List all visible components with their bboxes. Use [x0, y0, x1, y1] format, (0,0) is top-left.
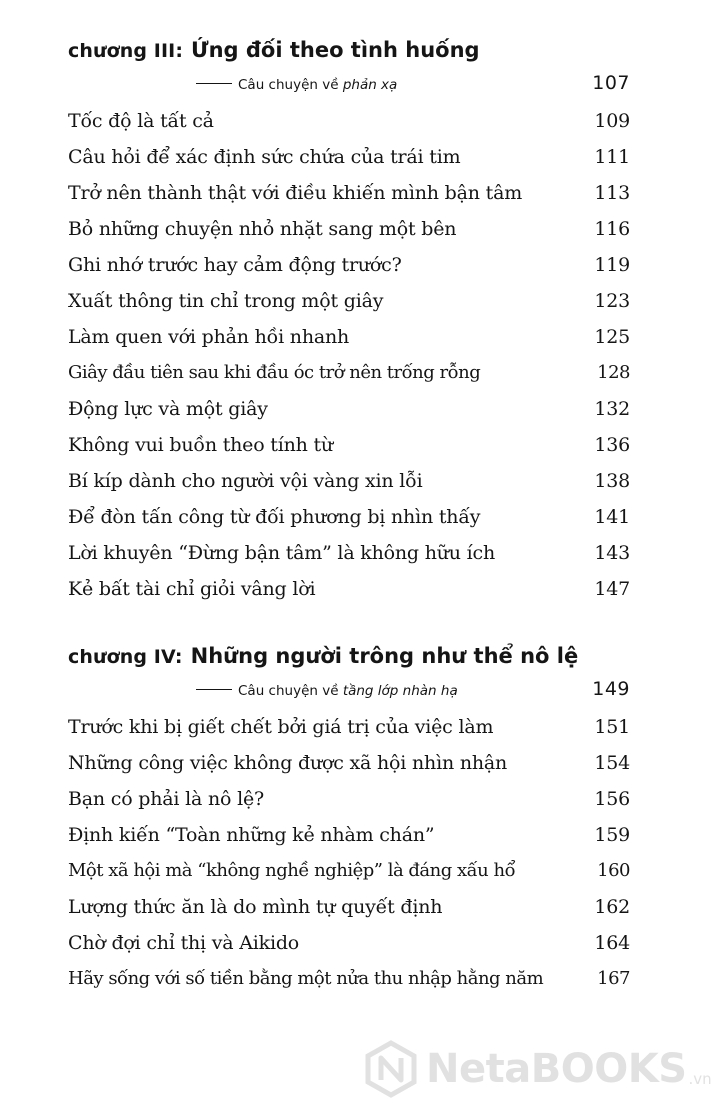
toc-entry[interactable] [68, 506, 630, 542]
toc-entry[interactable] [68, 110, 630, 146]
chapter-title: Những người trông như thể nô lệ [190, 644, 579, 668]
toc-entry-title: Không vui buồn theo tính từ [68, 434, 333, 456]
toc-entry-title: Ghi nhớ trước hay cảm động trước? [68, 254, 402, 276]
chapter-subtitle-row [68, 678, 630, 704]
toc-entry-page: 136 [594, 434, 630, 456]
toc-entry-title: Câu hỏi để xác định sức chứa của trái tim [68, 146, 461, 168]
chapter-label: chương III: [68, 40, 184, 62]
toc-entry-title: Lời khuyên “Đừng bận tâm” là không hữu ích [68, 542, 496, 564]
toc-entry[interactable] [68, 860, 630, 896]
netabooks-watermark [362, 1040, 712, 1098]
toc-entry-title: Kẻ bất tài chỉ giỏi vâng lời [68, 578, 316, 600]
toc-entry-title: Trước khi bị giết chết bởi giá trị của việc làm [68, 716, 494, 738]
chapter-subtitle-row [68, 72, 630, 98]
toc-entry-title: Động lực và một giây [68, 398, 268, 420]
toc-entry[interactable] [68, 254, 630, 290]
toc-entry[interactable] [68, 932, 630, 968]
toc-entry[interactable] [68, 146, 630, 182]
toc-entry-title: Giây đầu tiên sau khi đầu óc trở nên trống rỗng [68, 362, 481, 383]
toc-list [68, 716, 630, 1004]
toc-entry-page: 125 [594, 326, 630, 348]
toc-entry-page: 167 [597, 968, 630, 989]
toc-entry-title: Làm quen với phản hồi nhanh [68, 326, 350, 348]
table-of-contents [68, 38, 630, 1004]
chapter-4 [68, 644, 630, 1004]
toc-entry-page: 159 [594, 824, 630, 846]
toc-entry-title: Hãy sống với số tiền bằng một nửa thu nhập hằng năm [68, 968, 544, 989]
toc-entry[interactable] [68, 896, 630, 932]
toc-entry[interactable] [68, 578, 630, 614]
toc-entry[interactable] [68, 470, 630, 506]
subtitle-topic: phản xạ [342, 77, 398, 93]
toc-list [68, 110, 630, 614]
chapter-subtitle [196, 77, 397, 93]
em-dash-rule [196, 689, 232, 690]
toc-entry[interactable] [68, 752, 630, 788]
toc-entry-title: Bỏ những chuyện nhỏ nhặt sang một bên [68, 218, 457, 240]
em-dash-rule [196, 83, 232, 84]
chapter-subtitle [196, 683, 458, 699]
toc-entry[interactable] [68, 824, 630, 860]
subtitle-topic: tầng lớp nhàn hạ [342, 683, 458, 699]
chapter-label: chương IV: [68, 646, 183, 668]
toc-entry-title: Bí kíp dành cho người vội vàng xin lỗi [68, 470, 423, 492]
toc-entry[interactable] [68, 218, 630, 254]
toc-entry-title: Lượng thức ăn là do mình tự quyết định [68, 896, 443, 918]
toc-entry-page: 151 [594, 716, 630, 738]
toc-entry-page: 119 [594, 254, 630, 276]
toc-entry[interactable] [68, 968, 630, 1004]
toc-entry-page: 154 [594, 752, 630, 774]
toc-entry-page: 111 [594, 146, 630, 168]
toc-entry-title: Để đòn tấn công từ đối phương bị nhìn thấy [68, 506, 481, 528]
toc-entry-page: 143 [594, 542, 630, 564]
toc-entry[interactable] [68, 182, 630, 218]
toc-entry-page: 113 [594, 182, 630, 204]
toc-entry-title: Những công việc không được xã hội nhìn nhận [68, 752, 508, 774]
netabooks-logo-icon [362, 1040, 420, 1098]
toc-entry[interactable] [68, 326, 630, 362]
chapter-page-number: 149 [592, 678, 630, 700]
chapter-page-number: 107 [592, 72, 630, 94]
toc-entry-page: 164 [594, 932, 630, 954]
toc-entry-title: Trở nên thành thật với điều khiến mình bận tâm [68, 182, 523, 204]
toc-entry[interactable] [68, 290, 630, 326]
chapter-3 [68, 38, 630, 614]
toc-entry-title: Một xã hội mà “không nghề nghiệp” là đáng xấu hổ [68, 860, 516, 881]
chapter-heading [68, 38, 630, 62]
toc-entry-page: 156 [594, 788, 630, 810]
toc-entry-page: 147 [594, 578, 630, 600]
toc-entry-page: 123 [594, 290, 630, 312]
subtitle-prefix: Câu chuyện về [238, 77, 343, 93]
toc-entry-title: Bạn có phải là nô lệ? [68, 788, 264, 810]
toc-entry-title: Định kiến “Toàn những kẻ nhàm chán” [68, 824, 435, 846]
toc-entry[interactable] [68, 434, 630, 470]
chapter-heading [68, 644, 630, 668]
toc-entry[interactable] [68, 716, 630, 752]
toc-entry[interactable] [68, 362, 630, 398]
toc-entry-title: Tốc độ là tất cả [68, 110, 214, 132]
toc-entry-page: 109 [594, 110, 630, 132]
toc-entry-page: 132 [594, 398, 630, 420]
toc-entry[interactable] [68, 788, 630, 824]
toc-entry-page: 141 [594, 506, 630, 528]
toc-entry-title: Chờ đợi chỉ thị và Aikido [68, 932, 300, 954]
watermark-suffix: .vn [688, 1070, 712, 1088]
watermark-brand: NetaBOOKS [426, 1046, 687, 1092]
toc-entry-page: 116 [594, 218, 630, 240]
toc-entry-page: 128 [597, 362, 630, 383]
toc-entry-page: 138 [594, 470, 630, 492]
toc-entry-page: 162 [594, 896, 630, 918]
toc-entry-title: Xuất thông tin chỉ trong một giây [68, 290, 384, 312]
subtitle-prefix: Câu chuyện về [238, 683, 343, 699]
chapter-title: Ứng đối theo tình huống [191, 38, 480, 62]
toc-entry[interactable] [68, 398, 630, 434]
toc-entry[interactable] [68, 542, 630, 578]
toc-entry-page: 160 [597, 860, 630, 881]
